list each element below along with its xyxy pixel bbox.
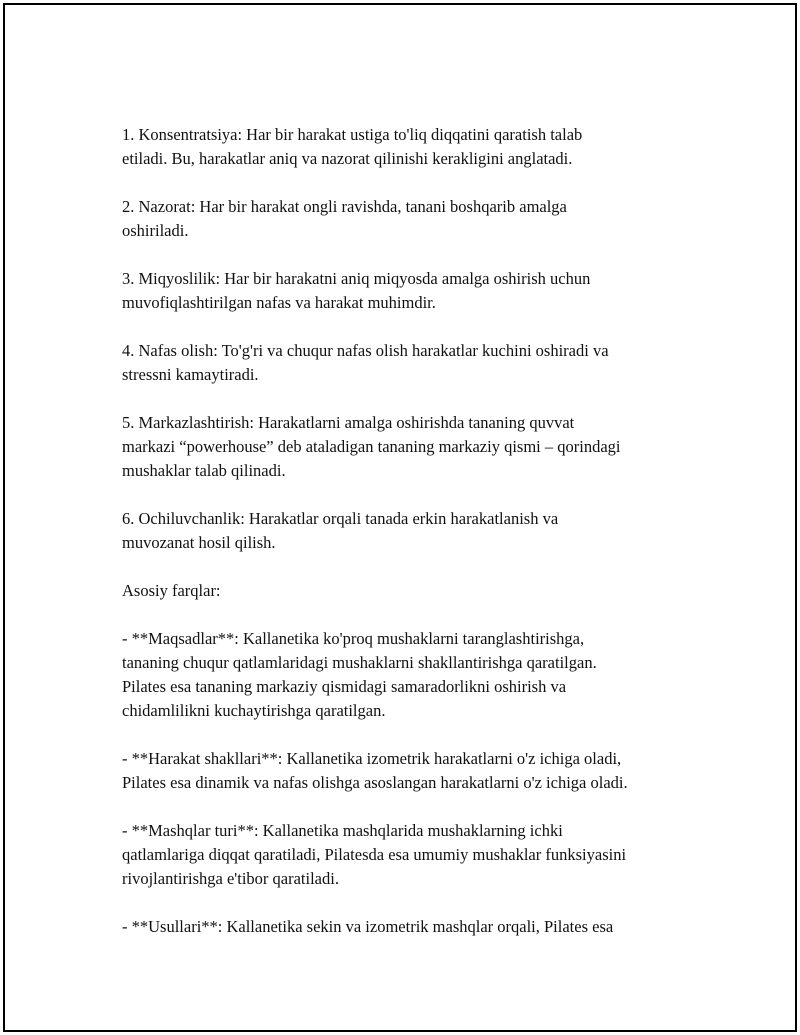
- paragraph-nazorat: [122, 195, 722, 243]
- list-item-usullari: [122, 915, 722, 939]
- text-line: markazi “powerhouse” deb ataladigan tananing markaziy qismi – qorindagi: [122, 437, 621, 456]
- text-line: 4. Nafas olish: To'g'ri va chuqur nafas olish harakatlar kuchini oshiradi va: [122, 341, 609, 360]
- paragraph-markazlashtirish: [122, 411, 722, 483]
- paragraph-konsentratsiya: [122, 123, 722, 171]
- paragraph-ochiluvchanlik: [122, 507, 722, 555]
- text-line: stressni kamaytiradi.: [122, 365, 259, 384]
- text-line: muvozanat hosil qilish.: [122, 533, 276, 552]
- text-line: - **Usullari**: Kallanetika sekin va izometrik mashqlar orqali, Pilates esa: [122, 917, 614, 936]
- list-item-maqsadlar: [122, 627, 722, 723]
- text-line: 6. Ochiluvchanlik: Harakatlar orqali tanada erkin harakatlanish va: [122, 509, 559, 528]
- text-line: mushaklar talab qilinadi.: [122, 461, 286, 480]
- text-line: chidamlilikni kuchaytirishga qaratilgan.: [122, 701, 386, 720]
- text-line: muvofiqlashtirilgan nafas va harakat muhimdir.: [122, 293, 436, 312]
- section-heading-asosiy-farqlar: [122, 579, 722, 603]
- page-frame: [3, 3, 797, 1032]
- text-line: 1. Konsentratsiya: Har bir harakat ustiga to'liq diqqatini qaratish talab: [122, 125, 583, 144]
- text-line: qatlamlariga diqqat qaratiladi, Pilatesda esa umumiy mushaklar funksiyasini: [122, 845, 627, 864]
- text-line: Asosiy farqlar:: [122, 581, 221, 600]
- text-line: - **Maqsadlar**: Kallanetika ko'proq mushaklarni taranglashtirishga,: [122, 629, 585, 648]
- text-line: - **Mashqlar turi**: Kallanetika mashqlarida mushaklarning ichki: [122, 821, 563, 840]
- text-line: 2. Nazorat: Har bir harakat ongli ravishda, tanani boshqarib amalga: [122, 197, 567, 216]
- text-line: Pilates esa tananing markaziy qismidagi samaradorlikni oshirish va: [122, 677, 567, 696]
- text-line: - **Harakat shakllari**: Kallanetika izometrik harakatlarni o'z ichiga oladi,: [122, 749, 622, 768]
- text-line: Pilates esa dinamik va nafas olishga asoslangan harakatlarni o'z ichiga oladi.: [122, 773, 628, 792]
- text-line: 3. Miqyoslilik: Har bir harakatni aniq miqyosda amalga oshirish uchun: [122, 269, 591, 288]
- text-line: etiladi. Bu, harakatlar aniq va nazorat qilinishi kerakligini anglatadi.: [122, 149, 573, 168]
- list-item-mashqlar-turi: [122, 819, 722, 891]
- text-line: tananing chuqur qatlamlaridagi mushaklarni shakllantirishga qaratilgan.: [122, 653, 597, 672]
- paragraph-miqyoslilik: [122, 267, 722, 315]
- text-line: oshiriladi.: [122, 221, 189, 240]
- document-body: [122, 123, 722, 963]
- list-item-harakat-shakllari: [122, 747, 722, 795]
- text-line: 5. Markazlashtirish: Harakatlarni amalga oshirishda tananing quvvat: [122, 413, 575, 432]
- paragraph-nafas-olish: [122, 339, 722, 387]
- text-line: rivojlantirishga e'tibor qaratiladi.: [122, 869, 339, 888]
